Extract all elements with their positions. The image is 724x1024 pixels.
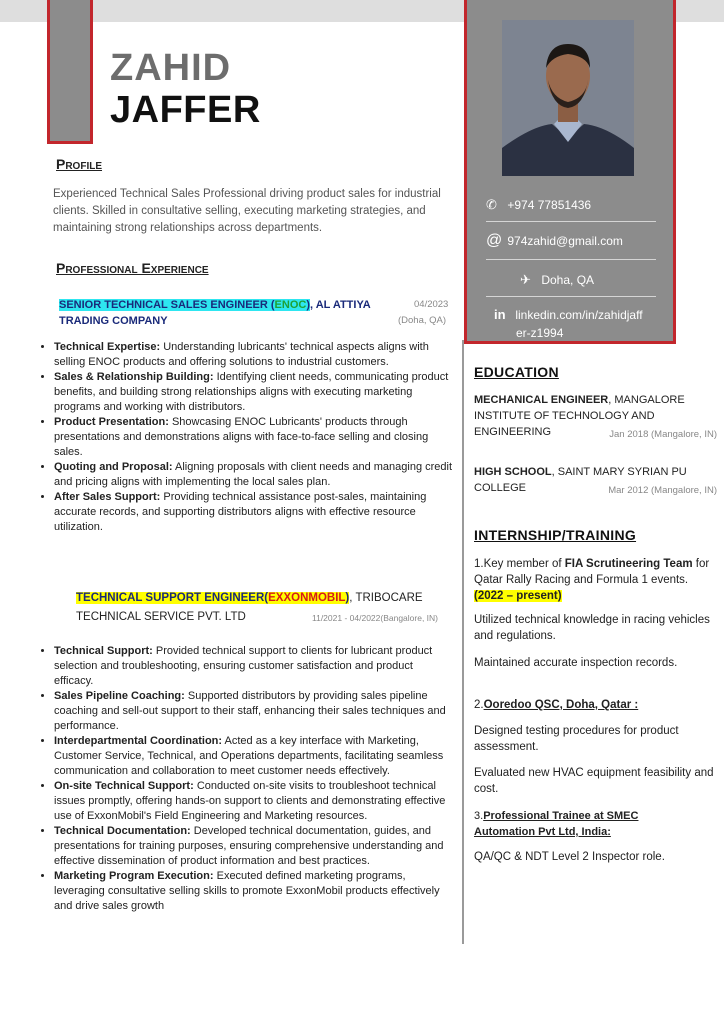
list-item: • Sales & Relationship Building: Identifying client needs, communicating product benefits, and building strong relationships aligns with executing marketing programs and working with distributors.: [54, 370, 454, 415]
internship-item-3: 3.Professional Trainee at SMEC Automation Pvt Ltd, India:: [474, 810, 639, 838]
location-row: [520, 271, 690, 289]
linkedin-text[interactable]: linkedin.com/in/zahidjaff: [515, 308, 643, 322]
phone-row: [486, 196, 656, 214]
experience-heading: Professional Experience: [56, 260, 209, 276]
job2-bullets: [32, 644, 454, 914]
location-icon: ✈: [520, 272, 531, 287]
divider: [486, 259, 656, 260]
list-item: • After Sales Support: Providing technical assistance post-sales, maintaining accurate records, and supporting distributors aligns with effective resource utilization.: [54, 490, 454, 535]
internship-item-3-detail: QA/QC & NDT Level 2 Inspector role.: [474, 851, 665, 863]
divider: [486, 296, 656, 297]
last-name: JAFFER: [110, 89, 261, 131]
first-name: ZAHID: [110, 47, 232, 89]
job1-location: (Doha, QA): [398, 315, 447, 326]
education-heading: EDUCATION: [474, 364, 559, 380]
list-item: • Marketing Program Execution: Executed defined marketing programs, leveraging consultative selling skills to promote ExxonMobil products effectively and drive sales growth: [54, 869, 454, 914]
linkedin-text-cont[interactable]: er-z1994: [516, 326, 564, 340]
email-row: [486, 232, 656, 250]
phone-text: +974 77851436: [507, 198, 592, 212]
list-item: • Technical Documentation: Developed technical documentation, guides, and presentations for training purposes, ensuring comprehensive understanding and effective dissemination of product information and best practices.: [54, 824, 454, 869]
linkedin-row: [494, 306, 664, 342]
job1-date: 04/2023: [414, 299, 449, 310]
education-item-1: MECHANICAL ENGINEER, MANGALORE INSTITUTE OF TECHNOLOGY AND ENGINEERING Jan 2018 (Mangalore, IN): [474, 394, 717, 440]
profile-text: Experienced Technical Sales Professional driving product sales for industrial clients. Skilled in consultative selling, executing marketing strategies, and maintaining strong relationships across departments.: [53, 188, 441, 234]
list-item: • Technical Support: Provided technical support to clients for lubricant product selection and troubleshooting, ensuring customer satisfaction and product efficacy.: [54, 644, 454, 689]
column-divider: [462, 340, 464, 944]
internship-heading: INTERNSHIP/TRAINING: [474, 527, 637, 543]
list-item: • Sales Pipeline Coaching: Supported distributors by providing sales pipeline coaching and sell-out support to their staff, enhancing their sales techniques and performance.: [54, 689, 454, 734]
job2-date: 11/2021 - 04/2022(Bangalore, IN): [312, 613, 439, 623]
internship-item-2: 2.Ooredoo QSC, Doha, Qatar :: [474, 699, 639, 711]
location-text: Doha, QA: [541, 273, 595, 287]
profile-photo: [502, 20, 634, 176]
list-item: • Product Presentation: Showcasing ENOC Lubricants' products through presentations and demonstrations aligns with face-to-face selling and closing sales.: [54, 415, 454, 460]
internship-item-1-detail-1: Utilized technical knowledge in racing vehicles and regulations.: [474, 614, 710, 642]
divider: [486, 221, 656, 222]
internship-item-2-detail-1: Designed testing procedures for product assessment.: [474, 725, 679, 753]
internship-item-1-detail-2: Maintained accurate inspection records.: [474, 657, 678, 669]
phone-icon: ✆: [486, 197, 497, 212]
profile-heading: Profile: [56, 156, 103, 172]
job2-title: TECHNICAL SUPPORT ENGINEER(EXXONMOBIL), TRIBOCARE TECHNICAL SERVICE PVT. LTD: [76, 592, 423, 623]
linkedin-icon: in: [494, 307, 506, 322]
email-text[interactable]: 974zahid@gmail.com: [507, 234, 623, 248]
job1-bullets: [32, 340, 454, 535]
job1-title: SENIOR TECHNICAL SALES ENGINEER (ENOC), AL ATTIYA TRADING COMPANY: [59, 299, 371, 327]
internship-item-1: 1.Key member of FIA Scrutineering Team for Qatar Rally Racing and Formula 1 events. (2022 – present): [474, 558, 710, 602]
decorative-bar: [47, 0, 93, 144]
at-icon: @: [486, 232, 503, 249]
list-item: • Interdepartmental Coordination: Acted as a key interface with Marketing, Customer Service, Technical, and Operations departments, facilitating seamless communication and collaboration to meet customer needs effectively.: [54, 734, 454, 779]
list-item: • On-site Technical Support: Conducted on-site visits to troubleshoot technical issues promptly, offering hands-on support to clients and demonstrating effective use of ExxonMobil's Field Engineering and Marketing resources.: [54, 779, 454, 824]
internship-item-2-detail-2: Evaluated new HVAC equipment feasibility and cost.: [474, 767, 714, 795]
list-item: • Technical Expertise: Understanding lubricants' technical aspects aligns with selling ENOC products and offering solutions to industrial customers.: [54, 340, 454, 370]
list-item: • Quoting and Proposal: Aligning proposals with client needs and managing credit and pricing aligns with implementing the local sales plan.: [54, 460, 454, 490]
education-item-2: HIGH SCHOOL, SAINT MARY SYRIAN PU COLLEGE Mar 2012 (Mangalore, IN): [474, 466, 717, 496]
person-silhouette-icon: [502, 20, 634, 176]
